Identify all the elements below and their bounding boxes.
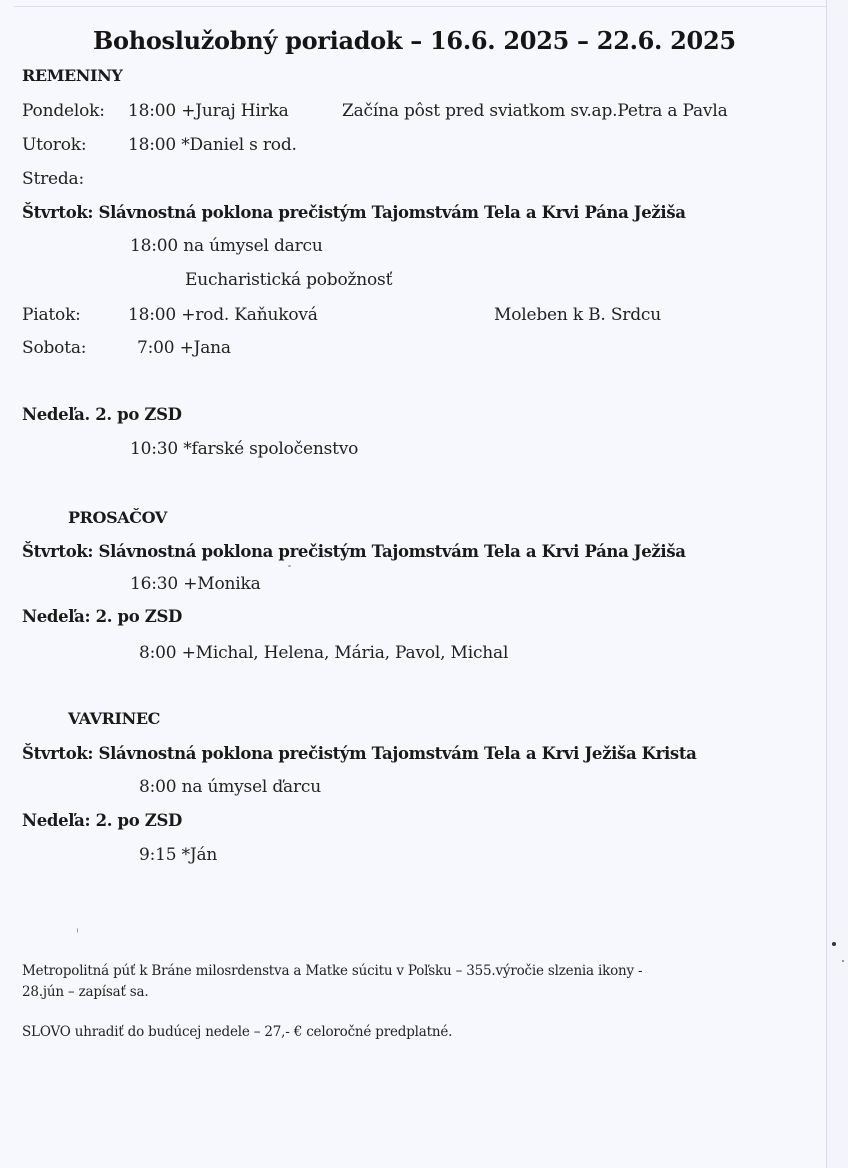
sunday-heading-prosacov: Nedeľa: 2. po ZSD <box>22 607 182 626</box>
sunday-heading-vavrinec: Nedeľa: 2. po ZSD <box>22 811 182 830</box>
scan-speck <box>77 928 78 933</box>
thursday-heading-vavrinec: Štvrtok: Slávnostná poklona prečistým Tajomstvám Tela a Krvi Ježiša Krista <box>22 744 697 763</box>
entry-tuesday: 18:00 *Daniel s rod. <box>128 135 297 155</box>
section-heading-vavrinec: VAVRINEC <box>68 709 160 728</box>
entry-sunday-remeniny: 10:30 *farské spoločenstvo <box>130 439 359 459</box>
entry-saturday: 7:00 +Jana <box>137 338 231 358</box>
scan-speck <box>832 942 836 946</box>
note-thursday-remeniny: Eucharistická pobožnosť <box>185 270 393 290</box>
entry-thursday-vavrinec: 8:00 na úmysel ďarcu <box>139 777 321 797</box>
entry-thursday-remeniny: 18:00 na úmysel darcu <box>130 236 323 256</box>
note-monday: Začína pôst pred sviatkom sv.ap.Petra a Pavla <box>342 101 728 121</box>
entry-monday: 18:00 +Juraj Hirka <box>128 101 289 121</box>
thursday-heading-prosacov: Štvrtok: Slávnostná poklona prečistým Tajomstvám Tela a Krvi Pána Ježiša <box>22 542 686 561</box>
day-label-monday: Pondelok: <box>22 101 105 121</box>
entry-thursday-prosacov: 16:30 +Monika <box>130 574 261 594</box>
notice-slovo: SLOVO uhradiť do budúcej nedele – 27,- € celoročné predplatné. <box>22 1024 453 1040</box>
day-label-wednesday: Streda: <box>22 169 85 189</box>
sunday-heading-remeniny: Nedeľa. 2. po ZSD <box>22 405 182 424</box>
day-label-saturday: Sobota: <box>22 338 87 358</box>
notice-pilgrimage-line1: Metropolitná púť k Bráne milosrdenstva a Matke súcitu v Poľsku – 355.výročie slzenia ikony - <box>22 963 643 979</box>
notice-pilgrimage-line2: 28.jún – zapísať sa. <box>22 984 149 1000</box>
entry-friday: 18:00 +rod. Kaňuková <box>128 305 318 325</box>
day-label-friday: Piatok: <box>22 305 81 325</box>
note-friday: Moleben k B. Srdcu <box>494 305 661 325</box>
scan-speck <box>288 565 291 567</box>
entry-sunday-vavrinec: 9:15 *Ján <box>139 845 218 865</box>
entry-sunday-prosacov: 8:00 +Michal, Helena, Mária, Pavol, Michal <box>139 643 509 663</box>
page-title: Bohoslužobný poriadok – 16.6. 2025 – 22.6. 2025 <box>93 26 736 55</box>
thursday-heading-remeniny: Štvrtok: Slávnostná poklona prečistým Tajomstvám Tela a Krvi Pána Ježiša <box>22 203 686 222</box>
day-label-tuesday: Utorok: <box>22 135 87 155</box>
section-heading-remeniny: REMENINY <box>22 66 123 85</box>
scan-edge-line <box>14 6 826 7</box>
section-heading-prosacov: PROSAČOV <box>68 508 167 527</box>
scan-speck <box>842 960 844 962</box>
